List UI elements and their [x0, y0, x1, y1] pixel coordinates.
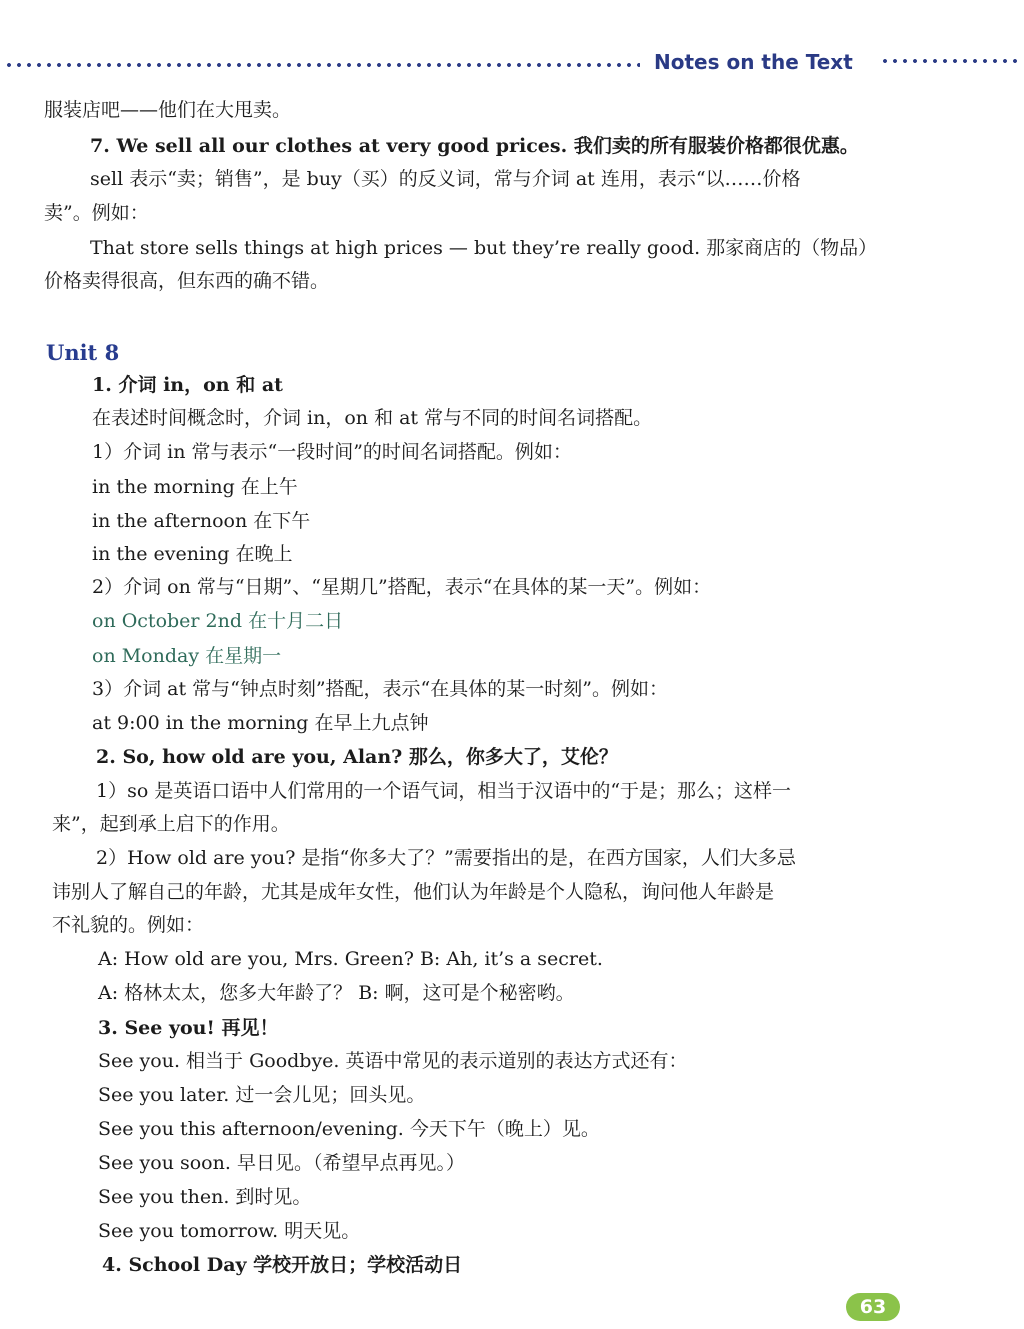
example-line: in the evening 在晚上 [92, 543, 293, 565]
example-line: on Monday 在星期一 [92, 645, 282, 667]
note-heading: 1. 介词 in，on 和 at [92, 374, 283, 396]
text-line: sell 表示“卖；销售”，是 buy（买）的反义词，常与介词 at 连用，表示“以……价格 [90, 168, 801, 190]
example-line: in the afternoon 在下午 [92, 510, 311, 532]
text-line: 在表述时间概念时，介词 in，on 和 at 常与不同的时间名词搭配。 [92, 407, 653, 429]
text-line: 来”，起到承上启下的作用。 [52, 813, 290, 835]
unit-heading: Unit 8 [46, 340, 120, 365]
example-line: That store sells things at high prices — but they’re really good. 那家商店的（物品） [90, 237, 878, 259]
text-line: 3）介词 at 常与“钟点时刻”搭配，表示“在具体的某一时刻”。例如： [92, 678, 668, 700]
example-line: at 9:00 in the morning 在早上九点钟 [92, 712, 429, 734]
note-heading: 4. School Day 学校开放日；学校活动日 [102, 1254, 463, 1276]
header-dots-right [880, 58, 1020, 64]
note-heading: 7. We sell all our clothes at very good prices. 我们卖的所有服装价格都很优惠。 [90, 135, 859, 157]
text-line: 服装店吧——他们在大甩卖。 [44, 99, 292, 121]
example-line: See you later. 过一会儿见；回头见。 [98, 1084, 426, 1106]
text-line: 2）How old are you? 是指“你多大了？”需要指出的是，在西方国家，人们大多忌 [96, 847, 796, 869]
header-dots-left [4, 62, 640, 68]
text-line: 不礼貌的。例如： [52, 914, 205, 936]
text-line: 1）so 是英语口语中人们常用的一个语气词，相当于汉语中的“于是；那么；这样一 [96, 780, 792, 802]
example-line: A: How old are you, Mrs. Green? B: Ah, it’s a secret. [98, 948, 603, 970]
example-line: See you this afternoon/evening. 今天下午（晚上）见。 [98, 1118, 600, 1140]
running-header [0, 44, 1024, 84]
text-line: 价格卖得很高，但东西的确不错。 [44, 270, 330, 292]
text-line: 讳别人了解自己的年龄，尤其是成年女性，他们认为年龄是个人隐私，询问他人年龄是 [52, 881, 775, 903]
note-heading: 2. So, how old are you, Alan? 那么，你多大了，艾伦？ [96, 746, 618, 768]
example-line: in the morning 在上午 [92, 476, 298, 498]
example-line: on October 2nd 在十月二日 [92, 610, 344, 632]
text-line: See you. 相当于 Goodbye. 英语中常见的表示道别的表达方式还有： [98, 1050, 688, 1072]
text-line: 卖”。例如： [44, 202, 149, 224]
header-title: Notes on the Text [654, 50, 853, 74]
page-number-badge: 63 [846, 1293, 900, 1321]
text-line: 1）介词 in 常与表示“一段时间”的时间名词搭配。例如： [92, 441, 572, 463]
example-line: See you tomorrow. 明天见。 [98, 1220, 361, 1242]
example-line: See you then. 到时见。 [98, 1186, 312, 1208]
note-heading: 3. See you! 再见！ [98, 1017, 279, 1039]
example-line: A: 格林太太，您多大年龄了？ B: 啊，这可是个秘密哟。 [98, 982, 575, 1004]
example-line: See you soon. 早日见。（希望早点再见。） [98, 1152, 465, 1174]
text-line: 2）介词 on 常与“日期”、“星期几”搭配，表示“在具体的某一天”。例如： [92, 576, 712, 598]
